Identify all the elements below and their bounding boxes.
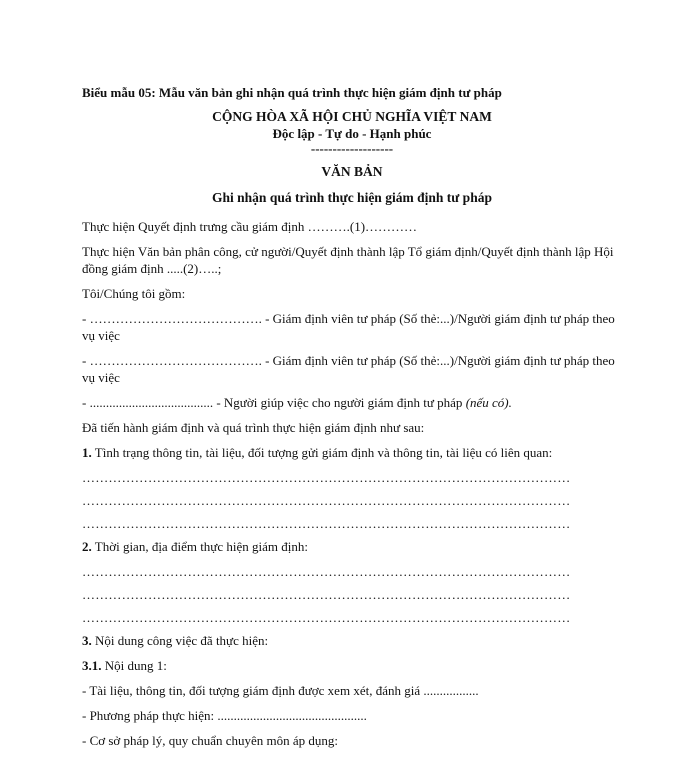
section-2-text: Thời gian, địa điểm thực hiện giám định:: [91, 539, 308, 554]
national-motto: Độc lập - Tự do - Hạnh phúc: [272, 126, 432, 141]
dotted-line: …………………………………………………………………………………………………: [82, 610, 571, 625]
item-legal-basis: - Cơ sở pháp lý, quy chuẩn chuyên môn áp dụng:: [82, 733, 339, 748]
assistant-text: - ...................................... - Người giúp việc cho người giám định tư pháp: [82, 395, 466, 410]
section-2-heading: [82, 538, 622, 555]
dotted-line: …………………………………………………………………………………………………: [82, 516, 571, 531]
national-name: CỘNG HÒA XÃ HỘI CHỦ NGHĨA VIỆT NAM: [212, 109, 492, 124]
assistant-line: [82, 394, 622, 411]
header-rule: -------------------: [310, 141, 394, 156]
section-3-text: Nội dung công việc đã thực hiện:: [91, 633, 269, 648]
section-1-heading: [82, 444, 622, 461]
section-1-text: Tình trạng thông tin, tài liệu, đối tượng gửi giám định và thông tin, tài liệu có liên quan:: [91, 445, 553, 460]
assignment-line: Thực hiện Văn bản phân công, cử người/Quyết định thành lập Tổ giám định/Quyết định thành lập Hội đồng giám định .....(2)…..;: [82, 244, 614, 276]
section-3-number: 3.: [82, 633, 92, 648]
dotted-line: …………………………………………………………………………………………………: [82, 493, 571, 508]
dotted-line: …………………………………………………………………………………………………: [82, 587, 571, 602]
members-heading: Tôi/Chúng tôi gồm:: [82, 286, 186, 301]
document-title: VĂN BẢN: [321, 164, 383, 179]
section-3-1-heading: [82, 657, 622, 674]
section-3-heading: [82, 632, 622, 649]
section-3-1-text: Nội dung 1:: [101, 658, 167, 673]
form-title: Biểu mẫu 05: Mẫu văn bản ghi nhận quá trình thực hiện giám định tư pháp: [82, 85, 502, 100]
member-2: - …………………………………. - Giám định viên tư pháp (Số thẻ:...)/Người giám định tư pháp theo vụ việc: [82, 353, 615, 385]
section-3-1-number: 3.1.: [82, 658, 102, 673]
document-subtitle: Ghi nhận quá trình thực hiện giám định tư pháp: [212, 190, 492, 205]
decision-line: Thực hiện Quyết định trưng cầu giám định ……….(1)…………: [82, 219, 418, 234]
process-intro: Đã tiến hành giám định và quá trình thực hiện giám định như sau:: [82, 420, 425, 435]
dotted-line: …………………………………………………………………………………………………: [82, 564, 571, 579]
item-method: - Phương pháp thực hiện: ..............................................: [82, 708, 367, 723]
document-page: [82, 84, 622, 757]
dotted-line: …………………………………………………………………………………………………: [82, 470, 571, 485]
member-1: - …………………………………. - Giám định viên tư pháp (Số thẻ:...)/Người giám định tư pháp theo vụ việc: [82, 311, 615, 343]
section-2-number: 2.: [82, 539, 92, 554]
item-materials: - Tài liệu, thông tin, đối tượng giám định được xem xét, đánh giá .................: [82, 683, 479, 698]
section-1-number: 1.: [82, 445, 92, 460]
assistant-note: (nếu có).: [465, 395, 512, 410]
